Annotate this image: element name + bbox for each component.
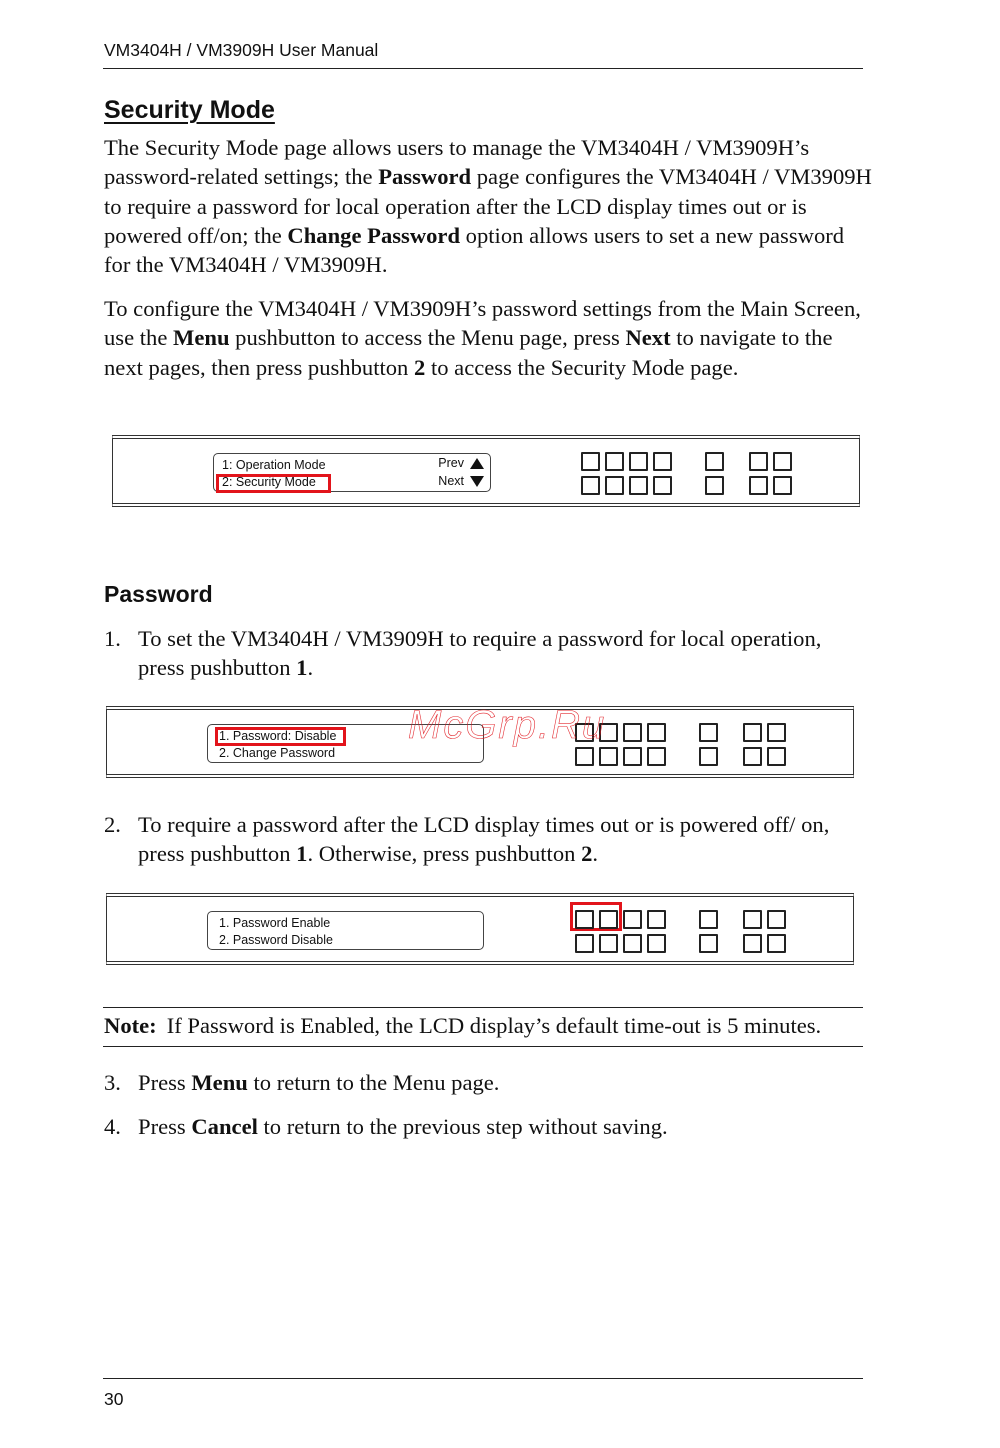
pushbutton: [629, 476, 648, 495]
pushbutton: [705, 452, 724, 471]
pushbutton: [653, 476, 672, 495]
pushbutton: [575, 934, 594, 953]
prev-label: Prev: [438, 456, 464, 470]
arrow-down-icon: [470, 476, 484, 487]
step-text: Press Menu to return to the Menu page.: [138, 1070, 500, 1095]
pushbutton: [653, 452, 672, 471]
step-number: 2.: [104, 812, 121, 837]
pushbutton: [605, 452, 624, 471]
bold-term: 2: [581, 841, 593, 867]
pushbutton: [605, 476, 624, 495]
pushbutton: [699, 934, 718, 953]
lcd-line-1: 1. Password: Disable: [219, 729, 337, 743]
pushbutton: [773, 452, 792, 471]
pushbutton: [743, 934, 762, 953]
note-rule-bottom: [103, 1046, 863, 1047]
pushbutton: [699, 723, 718, 742]
pushbutton: [743, 747, 762, 766]
pushbutton: [629, 452, 648, 471]
bold-term: Next: [625, 325, 671, 351]
arrow-up-icon: [470, 458, 484, 469]
running-header: VM3404H / VM3909H User Manual: [104, 40, 379, 60]
security-mode-highlight: [216, 474, 331, 493]
bold-term: Change Password: [287, 222, 461, 248]
subsection-title: Password: [104, 581, 213, 607]
note-rule-top: [103, 1007, 863, 1008]
step-item: [104, 624, 864, 683]
pushbutton: [773, 476, 792, 495]
pushbutton: [749, 476, 768, 495]
pushbutton: [767, 723, 786, 742]
bold-term: Cancel: [191, 1114, 258, 1139]
bold-term: 2: [414, 354, 426, 380]
pushbutton: [599, 934, 618, 953]
pushbutton: [647, 910, 666, 929]
lcd-panel-menu: [112, 435, 860, 507]
pushbutton: [699, 747, 718, 766]
lcd-display: [207, 911, 484, 950]
lcd-line-1: 1. Password Enable: [219, 916, 331, 930]
pushbutton: [647, 747, 666, 766]
pushbutton: [599, 910, 618, 929]
step-number: 4.: [104, 1114, 121, 1139]
watermark: McGrp.Ru: [408, 703, 607, 747]
configure-paragraph: To configure the VM3404H / VM3909H’s password settings from the Main Screen, use the Menu pushbutton to access the Menu page, press Next to navigate to the next pages, then press pushbutton 2 to access the Security Mode page.: [104, 296, 861, 380]
pushbutton: [623, 934, 642, 953]
lcd-line-2: 2. Password Disable: [219, 932, 333, 947]
note: [104, 1011, 821, 1040]
step-text: To set the VM3404H / VM3909H to require a password for local operation, press pushbutton 1.: [138, 626, 822, 681]
pushbutton: [743, 723, 762, 742]
pushbutton: [623, 910, 642, 929]
intro-paragraph: The Security Mode page allows users to manage the VM3404H / VM3909H’s password-related settings; the Password page configures the VM3404H / VM3909H to require a password for local operation after the LCD display times out or is powered off/on; the Change Password option allows users to set a new password for the VM3404H / VM3909H.: [104, 135, 872, 278]
next-label: Next: [438, 474, 464, 488]
lcd-line-1: 1: Operation Mode: [222, 458, 326, 472]
lcd-line-2: 2. Change Password: [219, 745, 336, 760]
pushbutton: [767, 910, 786, 929]
pushbutton: [743, 910, 762, 929]
pushbutton: [623, 747, 642, 766]
pushbutton: [767, 747, 786, 766]
pushbutton: [575, 747, 594, 766]
pushbutton: [647, 934, 666, 953]
bold-term: Password: [378, 164, 472, 190]
password-disable-highlight: [215, 727, 346, 746]
note-text: If Password is Enabled, the LCD display’s default time-out is 5 minutes.: [166, 1013, 822, 1038]
lcd-panel-enable-disable: [106, 893, 854, 965]
section-title: Security Mode: [104, 96, 275, 124]
pushbutton: [647, 723, 666, 742]
footer-rule: [103, 1378, 863, 1379]
pushbutton: [581, 452, 600, 471]
note-label: Note:: [104, 1013, 157, 1038]
bold-term: Menu: [173, 325, 230, 351]
header-rule: [103, 68, 863, 69]
pushbutton: [581, 476, 600, 495]
prev-next-indicator: [438, 454, 484, 490]
bold-term: 1: [296, 841, 308, 867]
bold-term: Menu: [191, 1070, 248, 1095]
lcd-line-2: 2: Security Mode: [222, 474, 316, 489]
step-item: [104, 1068, 864, 1097]
pushbutton: [749, 452, 768, 471]
step-number: 1.: [104, 626, 121, 651]
step-item: [104, 810, 864, 869]
pushbutton: [599, 747, 618, 766]
pushbutton: [575, 910, 594, 929]
page-number: 30: [104, 1389, 124, 1409]
pushbutton: [623, 723, 642, 742]
step-text: To require a password after the LCD display times out or is powered off/ on, press pushbutton 1. Otherwise, press pushbutton 2.: [138, 812, 830, 867]
pushbutton: [699, 910, 718, 929]
step-text: Press Cancel to return to the previous step without saving.: [138, 1114, 668, 1139]
step-item: [104, 1112, 864, 1141]
pushbutton: [705, 476, 724, 495]
bold-term: 1: [296, 655, 308, 681]
pushbutton: [767, 934, 786, 953]
step-number: 3.: [104, 1070, 121, 1095]
